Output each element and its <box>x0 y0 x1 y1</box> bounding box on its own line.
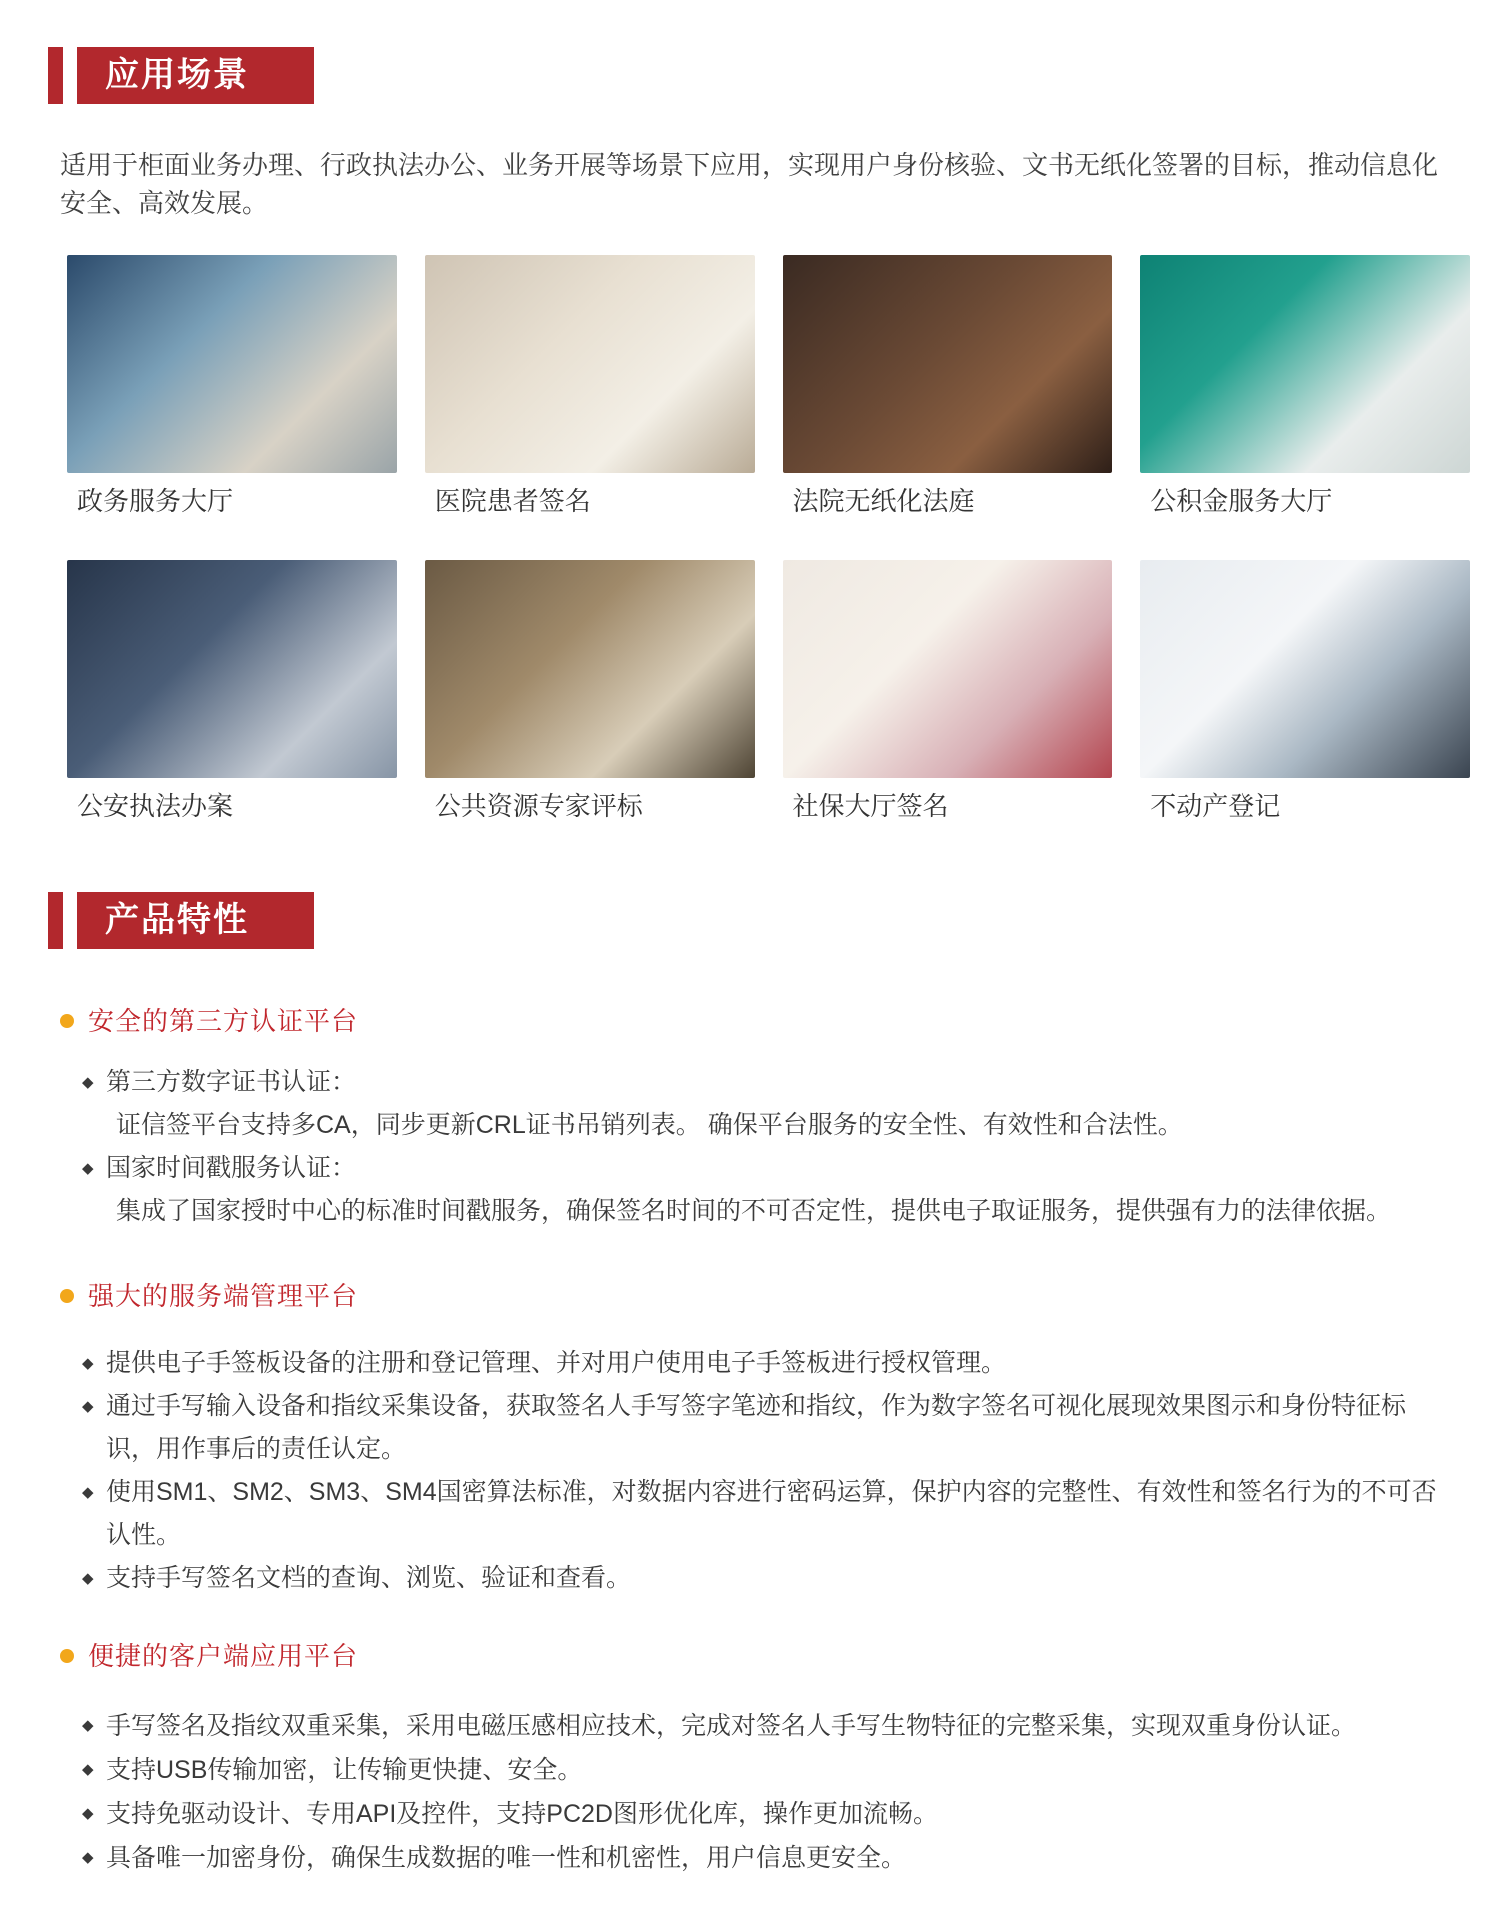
photo-government-service-hall <box>67 255 397 473</box>
scene-caption: 公共资源专家评标 <box>434 791 643 821</box>
feature-item-desc: 证信签平台支持多CA，同步更新CRL证书吊销列表。 确保平台服务的安全性、有效性和合法性。 <box>116 1111 1183 1139</box>
feature-item-title: 第三方数字证书认证： <box>106 1068 357 1096</box>
feature-group-client-application <box>60 1640 1448 1880</box>
feature-item-text: 支持USB传输加密，让传输更快捷、安全。 <box>106 1756 583 1784</box>
feature-item-text: 手写签名及指纹双重采集，采用电磁压感相应技术，完成对签名人手写生物特征的完整采集，实现双重身份认证。 <box>106 1712 1357 1740</box>
feature-group-third-party-auth <box>60 1005 1448 1233</box>
scene-card <box>425 560 755 821</box>
feature-group-heading-text: 便捷的客户端应用平台 <box>88 1641 359 1671</box>
scene-card <box>1140 255 1470 516</box>
orange-dot-icon <box>60 1289 74 1303</box>
feature-group-heading <box>60 1280 1448 1312</box>
feature-list <box>60 1704 1448 1880</box>
photo-provident-fund-hall <box>1140 255 1470 473</box>
scenarios-intro-text: 适用于柜面业务办理、行政执法办公、业务开展等场景下应用，实现用户身份核验、文书无纸化签署的目标，推动信息化安全、高效发展。 <box>60 150 1439 218</box>
scene-card <box>783 255 1113 516</box>
scene-caption: 政务服务大厅 <box>77 486 234 516</box>
diamond-bullet-icon: ◆ <box>82 1805 94 1822</box>
feature-item <box>84 1385 1448 1471</box>
feature-item <box>84 1147 1448 1233</box>
feature-item <box>84 1792 1448 1836</box>
orange-dot-icon <box>60 1014 74 1028</box>
feature-group-heading <box>60 1005 1448 1037</box>
feature-item-text: 通过手写输入设备和指纹采集设备，获取签名人手写签字笔迹和指纹，作为数字签名可视化展现效果图示和身份特征标识，用作事后的责任认定。 <box>106 1392 1407 1463</box>
feature-group-heading-text: 安全的第三方认证平台 <box>88 1006 359 1036</box>
feature-item <box>84 1061 1448 1147</box>
feature-item <box>84 1748 1448 1792</box>
scene-caption: 法院无纸化法庭 <box>792 486 975 516</box>
diamond-bullet-icon: ◆ <box>82 1761 94 1778</box>
red-accent-bar <box>48 47 63 104</box>
feature-item <box>84 1557 1448 1600</box>
feature-list <box>60 1342 1448 1600</box>
feature-item <box>84 1704 1448 1748</box>
photo-real-estate-registration <box>1140 560 1470 778</box>
scene-grid <box>67 255 1470 821</box>
feature-group-server-management <box>60 1280 1448 1600</box>
scenarios-title: 应用场景 <box>77 47 314 104</box>
feature-item <box>84 1471 1448 1557</box>
diamond-bullet-icon: ◆ <box>82 1717 94 1734</box>
orange-dot-icon <box>60 1649 74 1663</box>
scene-caption: 不动产登记 <box>1150 791 1281 821</box>
scene-card <box>1140 560 1470 821</box>
features-title: 产品特性 <box>77 892 314 949</box>
diamond-bullet-icon: ◆ <box>82 1074 94 1091</box>
diamond-bullet-icon: ◆ <box>82 1160 94 1177</box>
scene-card <box>783 560 1113 821</box>
scenarios-section-header <box>48 47 314 104</box>
scene-caption: 医院患者签名 <box>434 486 591 516</box>
feature-group-heading-text: 强大的服务端管理平台 <box>88 1281 359 1311</box>
feature-item <box>84 1836 1448 1880</box>
feature-item-text: 使用SM1、SM2、SM3、SM4国密算法标准，对数据内容进行密码运算，保护内容的完整性、有效性和签名行为的不可否认性。 <box>106 1478 1437 1549</box>
photo-social-security-hall-signing <box>783 560 1113 778</box>
diamond-bullet-icon: ◆ <box>82 1355 94 1372</box>
feature-item-desc: 集成了国家授时中心的标准时间戳服务，确保签名时间的不可否定性，提供电子取证服务，提供强有力的法律依据。 <box>116 1197 1392 1225</box>
feature-item-text: 具备唯一加密身份，确保生成数据的唯一性和机密性，用户信息更安全。 <box>106 1844 907 1872</box>
photo-hospital-patient-signing <box>425 255 755 473</box>
scene-caption: 社保大厅签名 <box>792 791 949 821</box>
scene-card <box>67 255 397 516</box>
photo-police-law-enforcement <box>67 560 397 778</box>
red-accent-bar <box>48 892 63 949</box>
feature-item-text: 支持手写签名文档的查询、浏览、验证和查看。 <box>106 1564 632 1592</box>
diamond-bullet-icon: ◆ <box>82 1484 94 1501</box>
photo-court-paperless-trial <box>783 255 1113 473</box>
diamond-bullet-icon: ◆ <box>82 1849 94 1866</box>
scene-caption: 公安执法办案 <box>77 791 234 821</box>
feature-item <box>84 1342 1448 1385</box>
feature-item-text: 支持免驱动设计、专用API及控件，支持PC2D图形优化库，操作更加流畅。 <box>106 1800 938 1828</box>
scene-card <box>425 255 755 516</box>
feature-item-title: 国家时间戳服务认证： <box>106 1154 357 1182</box>
photo-public-resource-bid-evaluation <box>425 560 755 778</box>
scene-card <box>67 560 397 821</box>
diamond-bullet-icon: ◆ <box>82 1398 94 1415</box>
feature-item-text: 提供电子手签板设备的注册和登记管理、并对用户使用电子手签板进行授权管理。 <box>106 1349 1007 1377</box>
feature-group-heading <box>60 1640 1448 1672</box>
feature-list <box>60 1061 1448 1233</box>
features-section-header <box>48 892 314 949</box>
diamond-bullet-icon: ◆ <box>82 1570 94 1587</box>
scene-caption: 公积金服务大厅 <box>1150 486 1333 516</box>
